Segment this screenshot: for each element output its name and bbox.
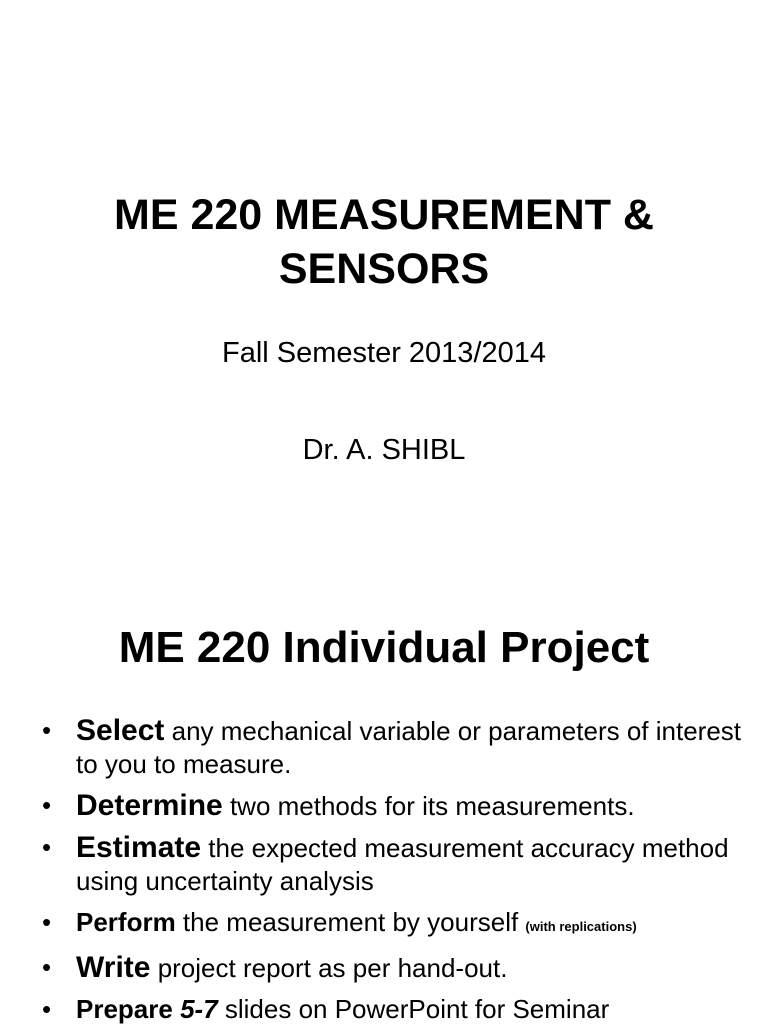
course-title-line-1: ME 220 MEASUREMENT & — [114, 191, 654, 239]
bullet-keyword: Select — [76, 714, 165, 747]
author-text: Dr. A. SHIBL — [302, 434, 466, 466]
list-item — [42, 789, 742, 823]
project-bullet-list — [42, 714, 742, 1034]
bullet-icon: • — [42, 952, 52, 982]
bullet-keyword: Perform — [76, 907, 176, 937]
list-item — [42, 993, 742, 1026]
bullet-keyword: Write — [76, 951, 151, 984]
bullet-keyword: Estimate — [76, 831, 202, 864]
bullet-text: slides on PowerPoint for Seminar — [217, 994, 610, 1024]
bullet-icon: • — [42, 715, 52, 745]
list-item — [42, 951, 742, 985]
list-item — [42, 714, 742, 781]
bullet-icon: • — [42, 790, 52, 820]
list-item — [42, 906, 742, 943]
bullet-text: the expected measurement accuracy method using uncertainty analysis — [76, 833, 729, 896]
bullet-keyword: Determine — [76, 789, 223, 822]
semester-text: Fall Semester 2013/2014 — [221, 337, 547, 369]
bullet-keyword: Prepare — [76, 994, 173, 1024]
bullet-text: the measurement by yourself — [175, 907, 526, 937]
list-item — [42, 831, 742, 898]
bullet-icon: • — [42, 832, 52, 862]
bullet-emphasis: 5-7 — [180, 994, 218, 1024]
project-slide — [0, 580, 768, 1024]
bullet-text: any mechanical variable or parameters of interest to you to measure. — [76, 716, 741, 779]
bullet-icon: • — [42, 994, 52, 1024]
bullet-text: two methods for its measurements. — [222, 791, 635, 821]
bullet-text: project report as per hand-out. — [150, 953, 508, 983]
bullet-note: (with replications) — [525, 919, 637, 934]
bullet-icon: • — [42, 907, 52, 937]
course-title — [0, 188, 768, 296]
project-title: ME 220 Individual Project — [118, 623, 650, 672]
course-title-line-2: SENSORS — [278, 245, 490, 293]
